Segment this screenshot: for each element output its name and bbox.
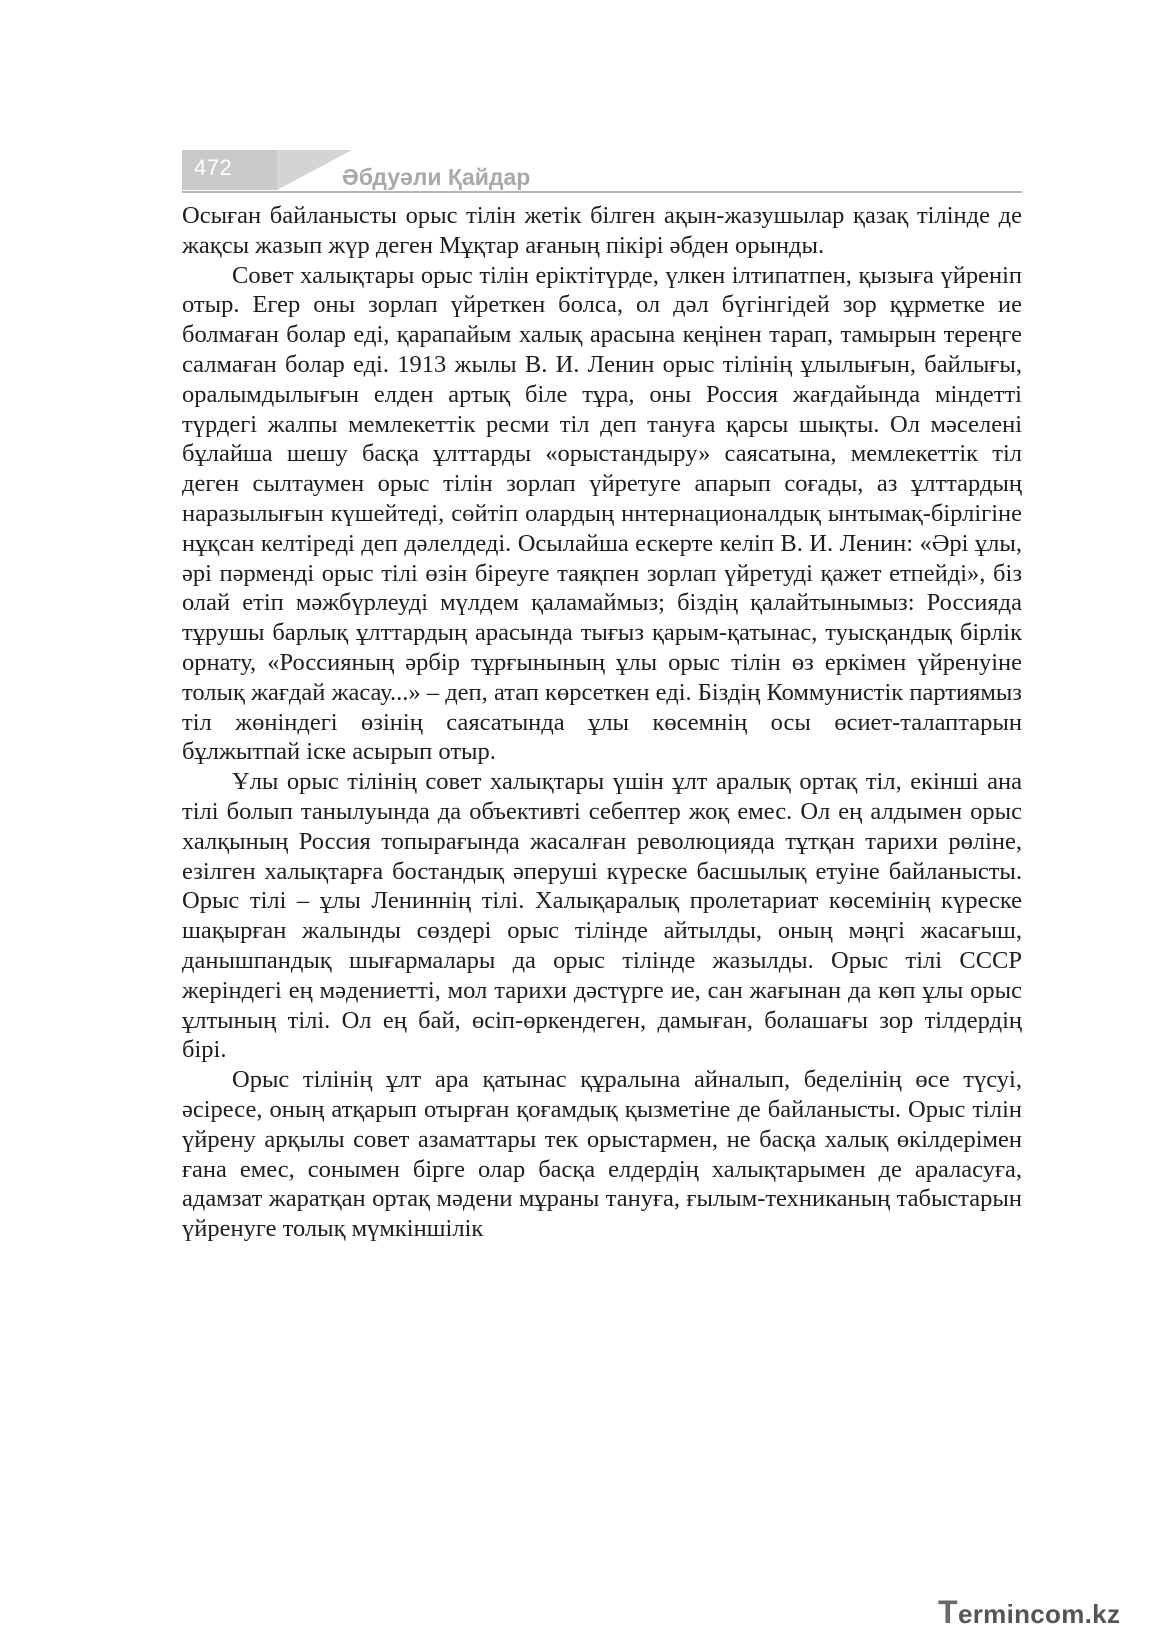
page-number-box [182, 150, 277, 190]
paragraph-4: Орыс тілінің ұлт ара қатынас құралына айналып, беделінің өсе түсуі, әсіресе, оның атқарып отырған қоғамдық қызметіне де байланысты. Орыс тілін үйрену арқылы совет азаматтары тек орыстармен, не басқа халық өкілдерімен ғана емес, сонымен бірге олар басқа елдердің халықтарымен де араласуға, адамзат жаратқан ортақ мәдени мұраны тануға, ғылым-техниканың табыстарын үйренуге толық мүмкіншілік [182, 1066, 1022, 1243]
header-rule [182, 191, 1022, 193]
watermark-logo [938, 1592, 1138, 1632]
running-title: Әбдуәли Қайдар [342, 164, 531, 190]
watermark-text: ermincom.kz [958, 1599, 1121, 1629]
page-number: 472 [194, 155, 233, 180]
watermark-initial: T [938, 1594, 958, 1630]
body-text [182, 201, 1022, 1244]
paragraph-1: Осыған байланысты орыс тілін жетік білген ақын-жазушылар қазақ тілінде де жақсы жазып жүр деген Мұқтар ағаның пікірі әбден орынды. [182, 202, 1022, 259]
paragraph-2: Совет халықтары орыс тілін еріктітүрде, үлкен ілтипатпен, қызыға үйреніп отыр. Егер оны зорлап үйреткен болса, ол дәл бүгінгідей зор құрметке ие болмаған болар еді, қарапайым халық арасына кеңінен тарап, тамырын тереңге салмаған болар еді. 1913 жылы В. И. Ленин орыс тілінің ұлылығын, байлығы, оралымдылығын елден артық біле тұра, оны Россия жағдайында міндетті түрдегі жалпы мемлекеттік ресми тіл деп тануға қарсы шықты. Ол мәселені бұлайша шешу басқа ұлттарды «орыстандыру» саясатына, мемлекеттік тіл деген сылтаумен орыс тілін зорлап үйретуге апарып соғады, аз ұлттардың наразылығын күшейтеді, сөйтіп олардың ннтернационалдық ынтымақ-бірлігіне нұқсан келтіреді деп дәлелдеді. Осылайша ескерте келіп В. И. Ленин: «Әрі ұлы, әрі пәрменді орыс тілі өзін біреуге таяқпен зорлап үйретуді қажет етпейді», біз олай етіп мәжбүрлеуді мүлдем қаламаймыз; біздің қалайтынымыз: Россияда тұрушы барлық ұлттардың арасында тығыз қарым-қатынас, туысқандық бірлік орнату, «Россияның әрбір тұрғынының ұлы орыс тілін өз еркімен үйренуіне толық жағдай жасау...» – деп, атап көрсеткен еді. Біздің Коммунистік партиямыз тіл жөніндегі өзінің саясатында ұлы көсемнің осы өсиет-талаптарын бұлжытпай іске асырып отыр. [182, 261, 1022, 766]
header-wedge [277, 150, 352, 190]
paragraph-3: Ұлы орыс тілінің совет халықтары үшін ұлт аралық ортақ тіл, екінші ана тілі болып танылуында да объективті себептер жоқ емес. Ол ең алдымен орыс халқының Россия топырағында жасалған революцияда тұтқан тарихи рөліне, езілген халықтарға бостандық әперуші күреске басшылық етуіне байланысты. Орыс тілі – ұлы Лениннің тілі. Халықаралық пролетариат көсемінің күреске шақырған жалынды сөздері орыс тілінде айтылды, оның мәңгі жасағыш, данышпандық шығармалары да орыс тілінде жазылды. Орыс тілі СССР жеріндегі ең мәдениетті, мол тарихи дәстүрге ие, сан жағынан да көп ұлы орыс ұлтының тілі. Ол ең бай, өсіп-өркендеген, дамыған, болашағы зор тілдердің бірі. [182, 768, 1022, 1064]
page-header [182, 150, 1022, 194]
